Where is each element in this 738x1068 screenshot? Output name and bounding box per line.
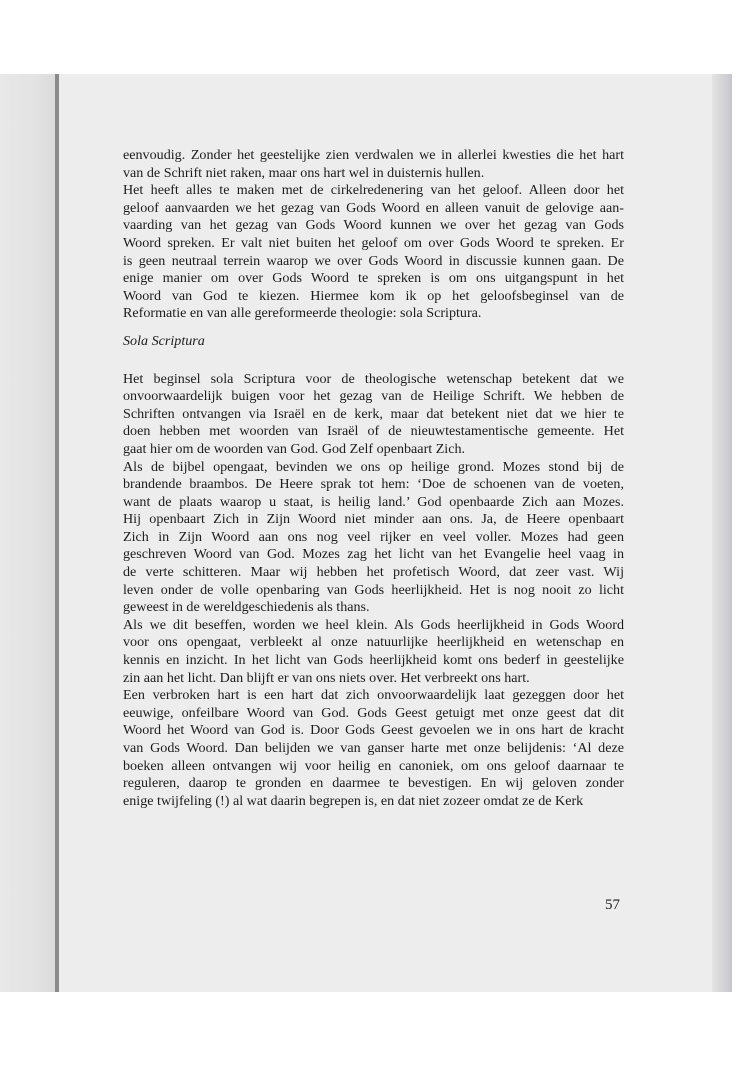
text-line: Woord van God te kiezen. Hiermee kom ik op het geloofsbeginsel van de: [123, 287, 624, 304]
text-line: zin aan het licht. Dan blijft er van ons niets over. Het verbreekt ons hart.: [123, 669, 530, 686]
text-line: enige manier om over Gods Woord te spreken is om ons uitgangspunt in het: [123, 270, 624, 287]
paragraph-group-2: [123, 371, 624, 811]
paragraph: [123, 459, 624, 617]
page-edge: [712, 74, 732, 992]
text-line: Woord spreken. Er valt niet buiten het geloof om over Gods Woord te spreken. Er: [123, 234, 624, 251]
paragraph: [123, 182, 624, 323]
text-line: enige twijfeling (!) al wat daarin begrepen is, en dat niet zozeer omdat ze de Kerk: [123, 792, 584, 809]
paragraph: [123, 147, 624, 182]
text-line: Hij openbaart Zich in Zijn Woord niet minder aan ons. Ja, de Heere openbaart: [123, 511, 624, 528]
text-line: de verte schitteren. Maar wij hebben het profetisch Woord, dat zeer vast. Wij: [123, 564, 624, 581]
section-heading: Sola Scriptura: [123, 332, 205, 349]
text-line: eenvoudig. Zonder het geestelijke zien verdwalen we in allerlei kwesties die het hart: [123, 147, 624, 163]
text-line: boeken alleen ontvangen wij voor heilig en canoniek, om ons geloof daarnaar te: [123, 757, 624, 774]
text-line: Als we dit beseffen, worden we heel klein. Als Gods heerlijkheid in Gods Woord: [123, 616, 624, 633]
paragraph: [123, 687, 624, 810]
text-line: van de Schrift niet raken, maar ons hart wel in duisternis hullen.: [123, 164, 485, 181]
text-line: vaarding van het gezag van Gods Woord kunnen we over het gezag van Gods: [123, 217, 624, 234]
text-line: kennis en inzicht. In het licht van Gods heerlijkheid komt ons bederf in geestelijke: [123, 652, 624, 669]
text-line: Schriften ontvangen via Israël en de kerk, maar dat betekent niet dat we hier te: [123, 405, 624, 422]
body-text: [123, 147, 624, 810]
text-line: onvoorwaardelijk buigen voor het gezag van de Heilige Schrift. We hebben de: [123, 388, 624, 405]
text-line: want de plaats waarop u staat, is heilig land.’ God openbaarde Zich aan Mozes.: [123, 493, 624, 510]
text-line: voor ons opengaat, verbleekt al onze natuurlijke heerlijkheid en wetenschap en: [123, 634, 624, 651]
text-line: geweest in de wereldgeschiedenis als thans.: [123, 599, 370, 616]
text-line: Een verbroken hart is een hart dat zich onvoorwaardelijk laat gezeggen door het: [123, 687, 624, 704]
text-line: doen hebben met woorden van Israël of de nieuwtestamentische gemeente. Het: [123, 423, 624, 440]
text-line: geloof aanvaarden we het gezag van Gods Woord en alleen vanuit de gelovige aan-: [123, 199, 624, 216]
text-line: is geen neutraal terrein waarop we over Gods Woord in discussie kunnen gaan. De: [123, 252, 624, 269]
text-line: eeuwige, onfeilbare Woord van God. Gods Geest getuigt met onze geest dat dit: [123, 704, 624, 721]
text-line: Als de bijbel opengaat, bevinden we ons op heilige grond. Mozes stond bij de: [123, 458, 624, 475]
text-line: brandende braambos. De Heere sprak tot hem: ‘Doe de schoenen van de voeten,: [123, 476, 624, 493]
text-line: reguleren, daarop te gronden en daarmee te bevestigen. En wij geloven zonder: [123, 775, 624, 792]
gutter-shadow: [0, 74, 58, 992]
paragraph: [123, 617, 624, 687]
text-line: geschreven Woord van God. Mozes zag het licht van het Evangelie heel vaag in: [123, 546, 624, 563]
spine-line: [55, 74, 59, 992]
text-line: leven onder de volle openbaring van Gods heerlijkheid. Het is nog nooit zo licht: [123, 581, 624, 598]
text-line: gaat hier om de woorden van God. God Zelf openbaart Zich.: [123, 440, 466, 457]
text-line: Reformatie en van alle gereformeerde theologie: sola Scriptura.: [123, 305, 482, 322]
text-line: Woord het Woord van God is. Door Gods Geest gevoelen we in ons hart de kracht: [123, 722, 624, 739]
paragraph: [123, 371, 624, 459]
paragraph-group-1: [123, 147, 624, 323]
text-line: Zich in Zijn Woord aan ons nog veel rijker en veel voller. Mozes had geen: [123, 528, 624, 545]
text-line: van Gods Woord. Dan belijden we van ganser harte met onze belijdenis: ‘Al deze: [123, 740, 624, 756]
text-line: Het beginsel sola Scriptura voor de theologische wetenschap betekent dat we: [123, 370, 624, 387]
page-number: 57: [605, 897, 620, 913]
text-line: Het heeft alles te maken met de cirkelredenering van het geloof. Alleen door het: [123, 182, 624, 199]
